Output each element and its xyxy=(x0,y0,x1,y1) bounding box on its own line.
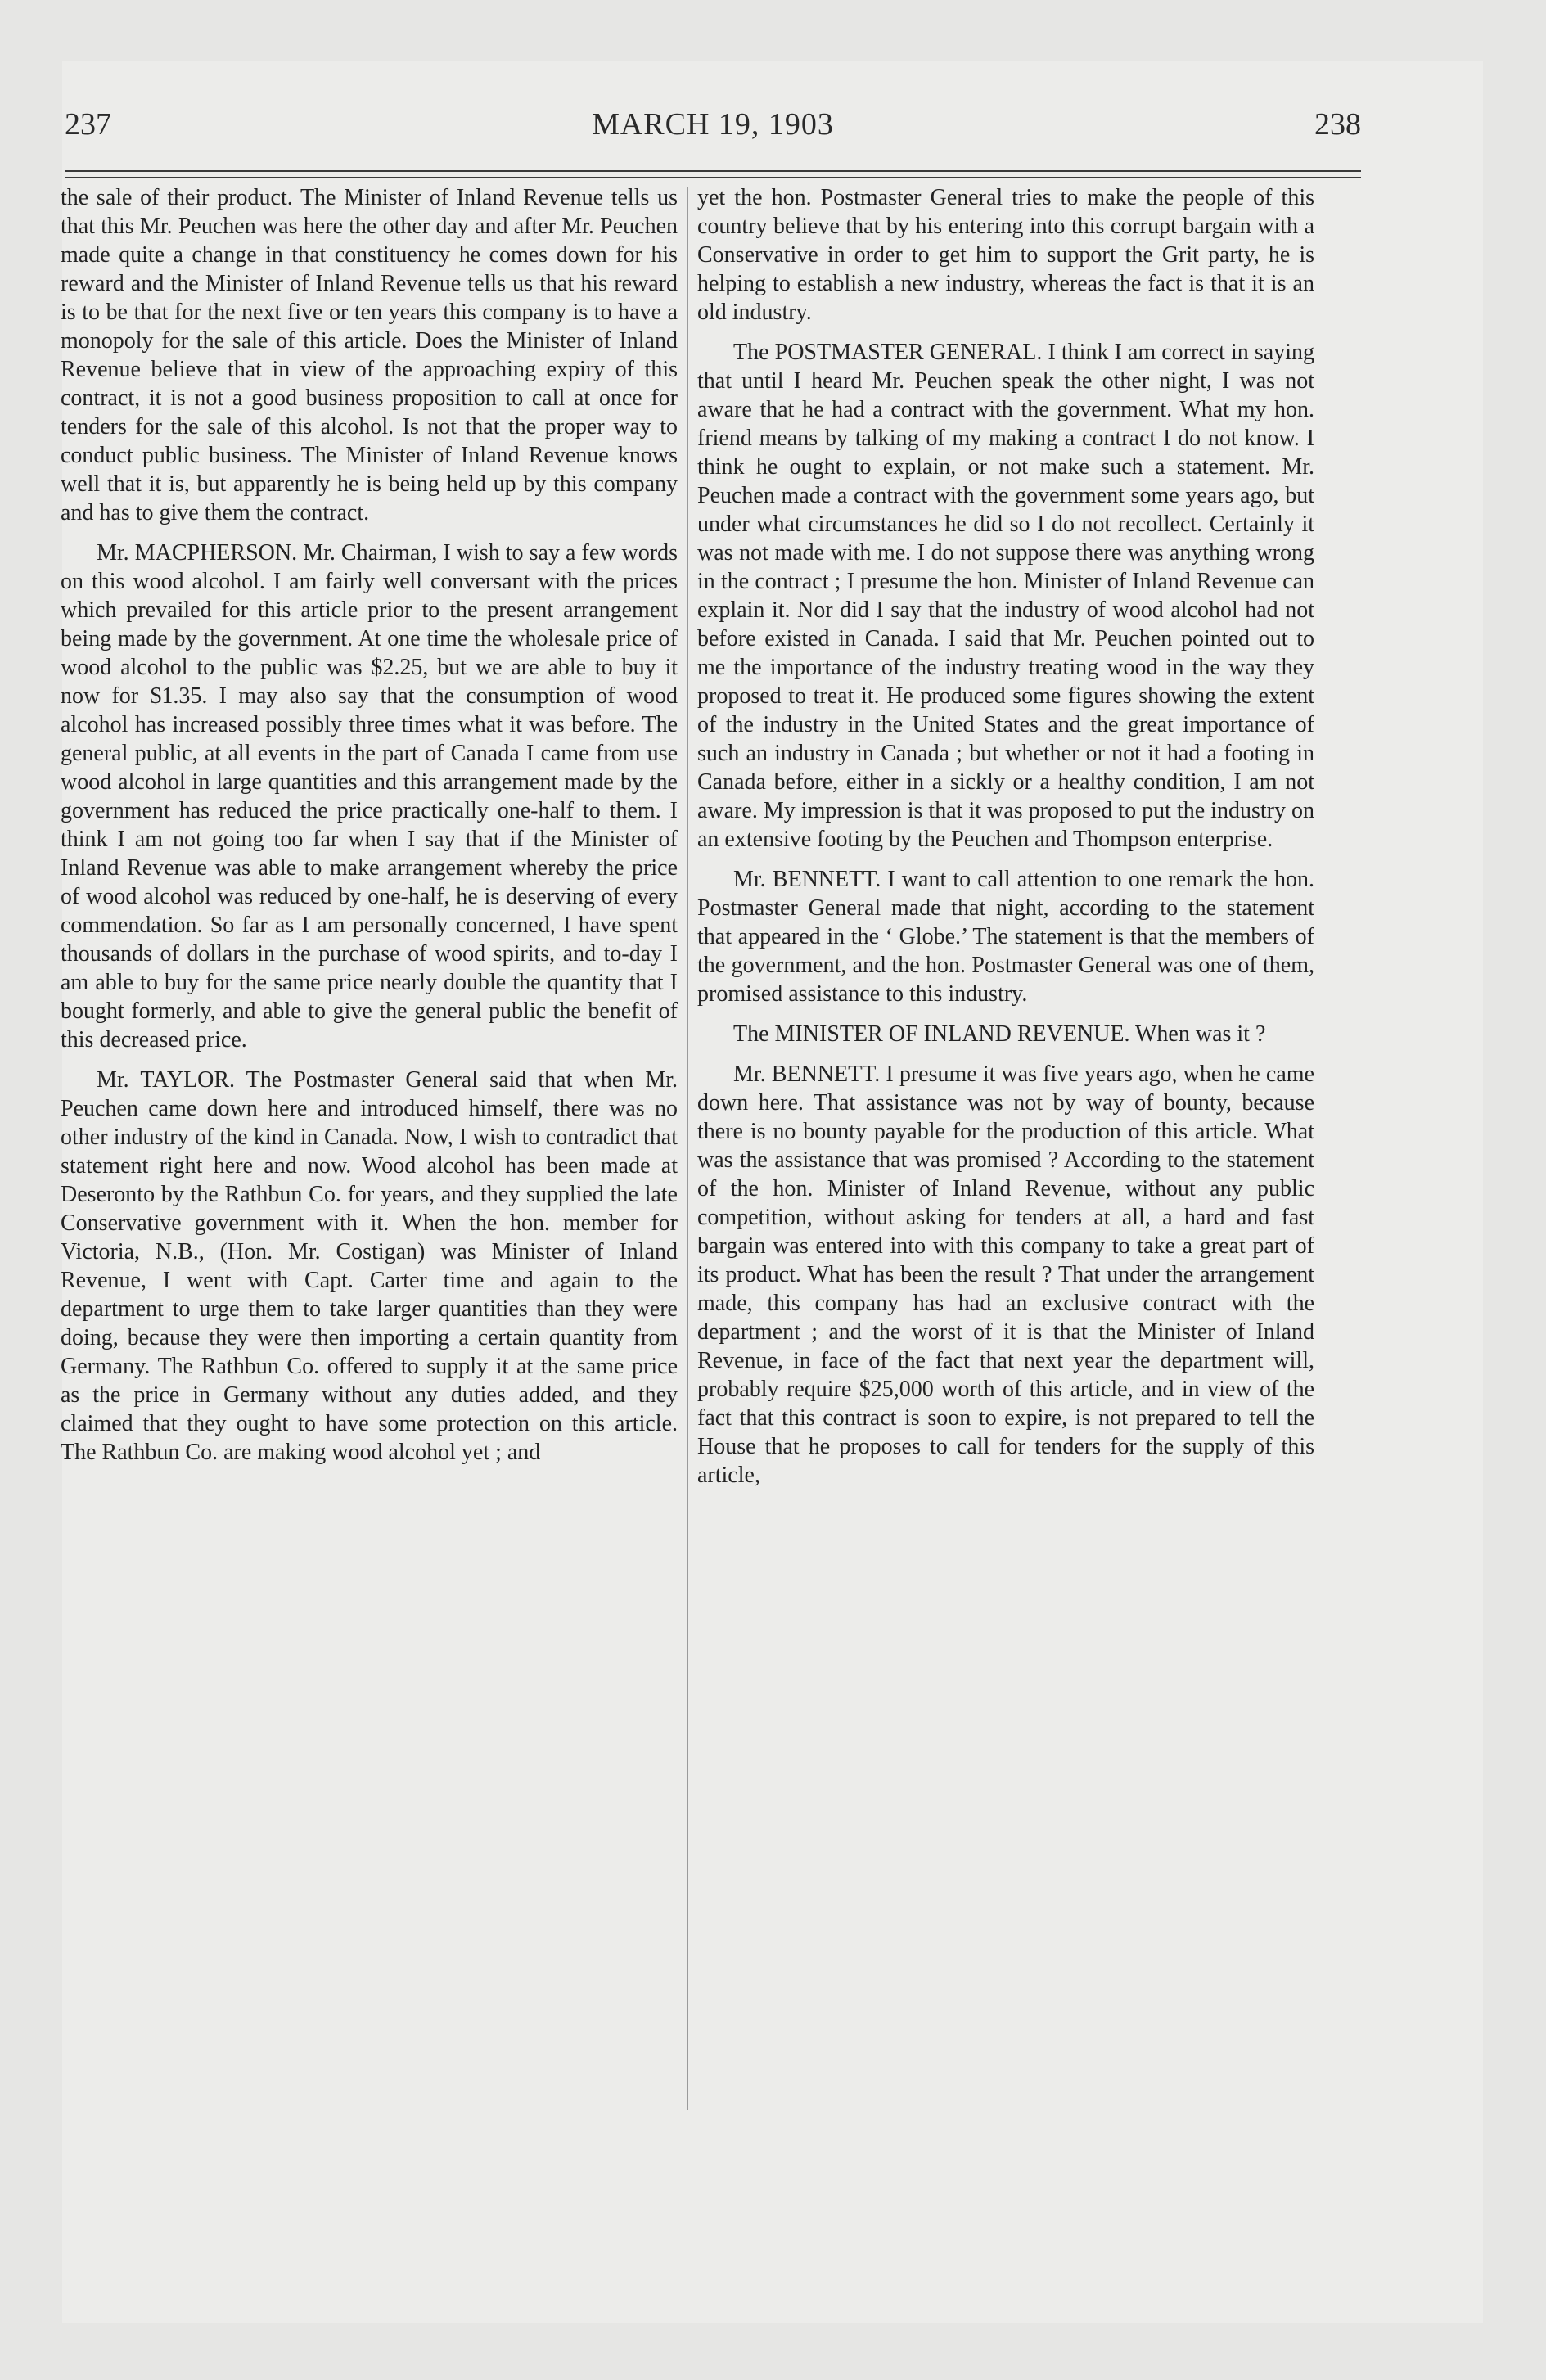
paragraph: the sale of their product. The Minister of Inland Revenue tells us that this Mr. Peuchen was here the other day and after Mr. Peuchen made quite a change in that constituency he comes down for his reward and the Minister of Inland Revenue tells us that his reward is to be that for the next five or ten years this company is to have a monopoly for the sale of this article. Does the Minister of Inland Revenue believe that in view of the approaching expiry of this contract, it is not a good business proposition to call at once for tenders for the sale of this alcohol. Is not that the proper way to conduct public business. The Minister of Inland Revenue knows well that it is, but apparently he is being held up by this company and has to give them the contract. xyxy=(61,185,678,525)
paragraph: Mr. TAYLOR. The Postmaster General said that when Mr. Peuchen came down here and introduced himself, there was no other industry of the kind in Canada. Now, I wish to contradict that statement right here and now. Wood alcohol has been made at Deseronto by the Rathbun Co. for years, and they supplied the late Conservative government with it. When the hon. member for Victoria, N.B., (Hon. Mr. Costigan) was Minister of Inland Revenue, I went with Capt. Carter time and again to the department to urge them to take larger quantities than they were doing, because they were then importing a certain quantity from Germany. The Rathbun Co. offered to supply it at the same price as the price in Germany without any duties added, and they claimed that they ought to have some protection on this article. The Rathbun Co. are making wood alcohol yet ; and xyxy=(61,1067,678,1465)
right-column xyxy=(697,183,1314,2115)
paragraph: Mr. BENNETT. I presume it was five years ago, when he came down here. That assistance was not by way of bounty, because there is no bounty payable for the production of this article. What was the assistance that was promised ? According to the statement of the hon. Minister of Inland Revenue, without any public competition, without asking for tenders at all, a hard and fast bargain was entered into with this company to take a great part of its product. What has been the result ? That under the arrangement made, this company has had an exclusive contract with the department ; and the worst of it is that the Minister of Inland Revenue, in face of the fact that next year the department will, probably require $25,000 worth of this article, and in view of the fact that this contract is soon to expire, is not prepared to tell the House that he proposes to call for tenders for the supply of this article, xyxy=(697,1062,1314,1488)
paragraph: The POSTMASTER GENERAL. I think I am correct in saying that until I heard Mr. Peuchen speak the other night, I was not aware that he had a contract with the government. What my hon. friend means by talking of my making a contract I do not know. I think he ought to explain, or not make such a statement. Mr. Peuchen made a contract with the government some years ago, but under what circumstances he did so I do not recollect. Certainly it was not made with me. I do not suppose there was anything wrong in the contract ; I presume the hon. Minister of Inland Revenue can explain it. Nor did I say that the industry of wood alcohol had not before existed in Canada. I said that Mr. Peuchen pointed out to me the importance of the industry treating wood in the way they proposed to treat it. He produced some figures showing the extent of the industry in the United States and the great importance of such an industry in Canada ; but whether or not it had a footing in Canada before, either in a sickly or a healthy condition, I am not aware. My impression is that it was proposed to put the industry on an extensive footing by the Peuchen and Thompson enterprise. xyxy=(697,340,1314,852)
paragraph: yet the hon. Postmaster General tries to make the people of this country believe that by his entering into this corrupt bargain with a Conservative in order to get him to support the Grit party, he is helping to establish a new industry, whereas the fact is that it is an old industry. xyxy=(697,185,1314,325)
left-column xyxy=(61,183,678,2115)
paragraph: Mr. BENNETT. I want to call attention to one remark the hon. Postmaster General made that night, according to the statement that appeared in the ‘ Globe.’ The statement is that the members of the government, and the hon. Postmaster General was one of them, promised assistance to this industry. xyxy=(697,867,1314,1007)
page-header xyxy=(65,106,1361,156)
paragraph: Mr. MACPHERSON. Mr. Chairman, I wish to say a few words on this wood alcohol. I am fairly well conversant with the prices which prevailed for this article prior to the present arrangement being made by the government. At one time the wholesale price of wood alcohol to the public was $2.25, but we are able to buy it now for $1.35. I may also say that the consumption of wood alcohol has increased possibly three times what it was before. The general public, at all events in the part of Canada I came from use wood alcohol in large quantities and this arrangement made by the government has reduced the price practically one-half to them. I think I am not going too far when I say that if the Minister of Inland Revenue was able to make arrangement whereby the price of wood alcohol was reduced by one-half, he is deserving of every commendation. So far as I am personally concerned, I have spent thousands of dollars in the purchase of wood spirits, and to-day I am able to buy for the same price nearly double the quantity that I bought formerly, and able to give the general public the benefit of this decreased price. xyxy=(61,540,678,1053)
paragraph: The MINISTER OF INLAND REVENUE. When was it ? xyxy=(733,1021,1266,1047)
page-number-right: 238 xyxy=(1314,107,1361,142)
page-number-left: 237 xyxy=(65,107,111,142)
column-divider xyxy=(687,187,688,2110)
header-rule-thin xyxy=(65,177,1361,178)
header-rule xyxy=(65,170,1361,172)
page-title: MARCH 19, 1903 xyxy=(592,107,834,142)
